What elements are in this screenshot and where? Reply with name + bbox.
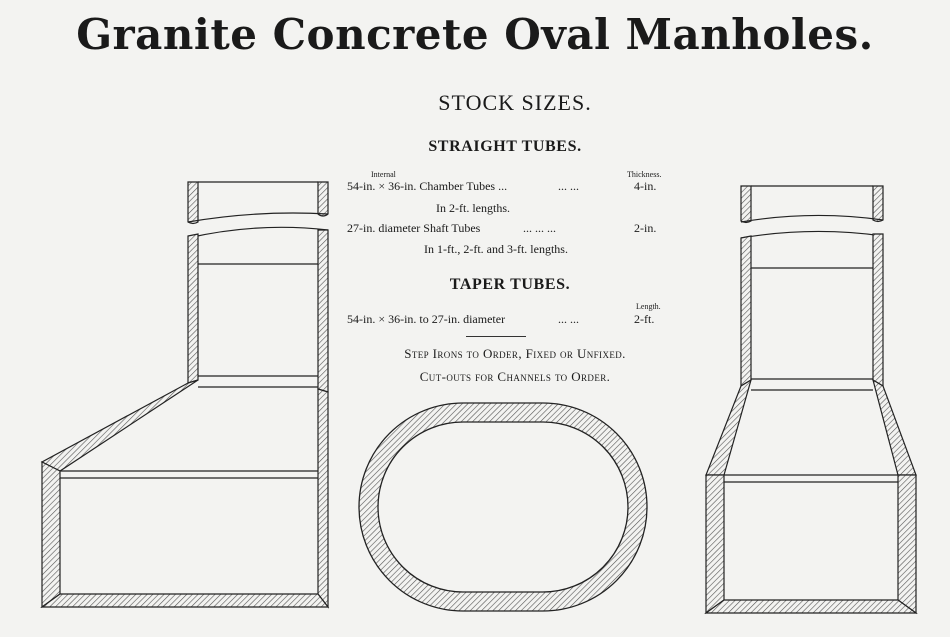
length-label: Length. xyxy=(636,302,661,311)
page-title: Granite Concrete Oval Manholes. xyxy=(76,10,874,59)
internal-label: Internal xyxy=(371,170,396,179)
right-taper-tube-drawing xyxy=(706,186,916,613)
thickness-label: Thickness. xyxy=(627,170,662,179)
cut-outs-note: Cut-outs for Channels to Order. xyxy=(419,369,611,384)
chamber-tubes-dots: ... ... xyxy=(558,179,579,193)
taper-row-length: 2-ft. xyxy=(634,312,655,326)
taper-row-text: 54-in. × 36-in. to 27-in. diameter xyxy=(347,312,506,326)
step-irons-note: Step Irons to Order, Fixed or Unfixed. xyxy=(404,346,626,361)
straight-tubes-heading: STRAIGHT TUBES. xyxy=(428,138,582,155)
stock-sizes-heading: STOCK SIZES. xyxy=(438,90,592,115)
chamber-tubes-text: 54-in. × 36-in. Chamber Tubes ... xyxy=(347,179,508,193)
shaft-tubes-dots: ... ... ... xyxy=(523,221,556,235)
taper-tubes-heading: TAPER TUBES. xyxy=(449,276,571,293)
shaft-tubes-text: 27-in. diameter Shaft Tubes xyxy=(347,221,481,235)
shaft-tubes-thickness: 2-in. xyxy=(634,221,657,235)
oval-ring-plan-drawing xyxy=(359,403,647,611)
chamber-tubes-lengths: In 2-ft. lengths. xyxy=(436,201,510,215)
chamber-tubes-thickness: 4-in. xyxy=(634,179,657,193)
shaft-tubes-lengths: In 1-ft., 2-ft. and 3-ft. lengths. xyxy=(424,242,568,256)
left-taper-tube-drawing xyxy=(42,182,328,607)
taper-row-dots: ... ... xyxy=(558,312,579,326)
